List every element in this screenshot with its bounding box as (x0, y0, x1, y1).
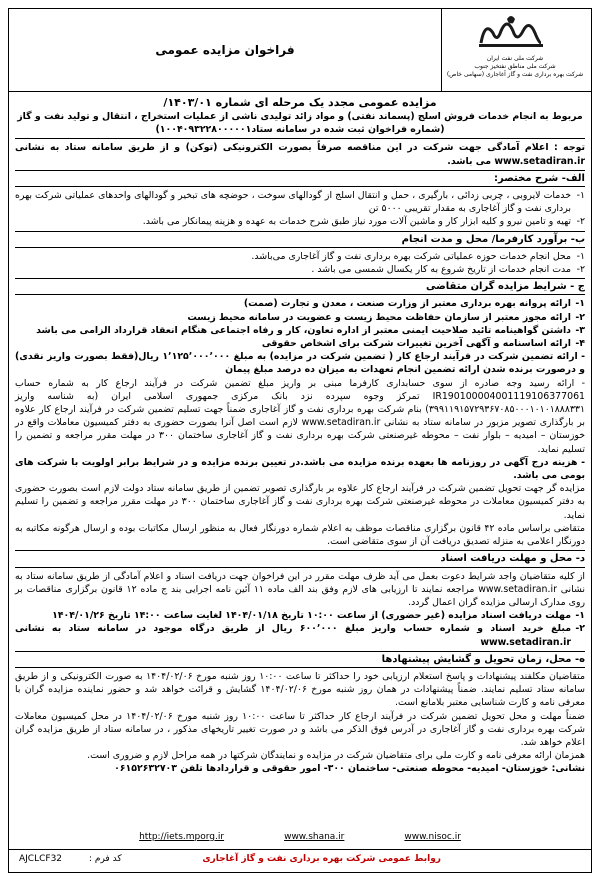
introduction-letter-text: همزمان ارائه معرفی نامه و کارت ملی برای متقاضیان شرکت در مزایده و نمایندگان شرکتها در همه مراحل لازم و ضروری است. (87, 750, 585, 762)
page-title: فراخوان مزایده عمومی (155, 43, 295, 57)
nioc-logo-icon (471, 13, 551, 53)
documents-text: از کلیه متقاضیان واجد شرایط دعوت بعمل می آید ظرف مهلت مقرر در این فراخوان جهت دریافت اسناد و اعلام آمادگی از طریق سامانه ستاد به نشانی www.setadiran.ir مراجعه نمایند تا ارزیابی های لازم وفق بند الف ماده ۱۱ آئین نامه اجرایی بند ج ماده ۱۲ قانون برگزاری مناقصات بر روی مدارک ارسالی مزایده گران اعمال گردد. (15, 570, 585, 608)
tender-number: مزایده عمومی مجدد یک مرحله ای شماره ۱۴۰۳/۰۱/ (163, 96, 437, 109)
footer-link-nisoc[interactable]: www.nisoc.ir (404, 832, 461, 842)
submission-text: متقاضیان مکلفند پیشنهادات و پاسخ استعلام ارزیابی خود را حداکثر تا ساعت ۱۰:۰۰ روز شنبه مورخ ۱۴۰۴/۰۲/۰۶ به صورت الکترونیکی و از طریق سامانه ستاد تسلیم نمایند. ضمناً پیشنهادات در همان روز شنبه مورخ ۱۴۰۴/۰۲/۰۶ گشایش و قرائت خواهد شد و حضور نماینده مزایده گران با معرفی نامه و کارت شناسایی معتبر بلامانع است. (15, 670, 585, 709)
section-d-title: د- محل و مهلت دریافت اسناد (15, 550, 585, 567)
footer-link-iets[interactable]: http://iets.mporg.ir (139, 832, 225, 842)
form-code-label: کد فرم : (89, 854, 122, 864)
fax-text: متقاضی براساس ماده ۴۲ قانون برگزاری مناقصات موظف به اعلام شماره دورنگار فعال به منظور ارسال مکاتبات بوده و ارسال هرگونه مکاتبه به دورنگار اعلامی به منزله تصدیق دریافت آن از سوی متقاضی است. (15, 522, 586, 548)
tender-setad-number: (شماره فراخوان ثبت شده در سامانه ستاد۱۰۰۴۰۹۳۲۲۸۰۰۰۰۰۱) (155, 124, 445, 136)
list-item: ۱- محل انجام خدمات حوزه عملیاتی شرکت بهره برداری نفت و گاز آغاجاری می‌باشد. (251, 250, 585, 262)
list-item: ۱- ارائه پروانه بهره برداری معتبر از وزارت صنعت ، معدن و تجارت (صمت) (243, 298, 585, 310)
notice-text: توجه : اعلام آمادگی جهت شرکت در این مناقصه صرفاً بصورت الکترونیکی (توکن) و از طریق سامانه ستاد به نشانی www.setadiran.ir می باشد. (15, 142, 585, 167)
document-footer (9, 849, 591, 872)
address-text: نشانی: خوزستان- امیدیه- محوطه صنعتی- ساختمان ۳۰۰- امور حقوقی و قراردادها تلفن ۰۶۱۵۲۶۳۲۷۰۳ (114, 763, 585, 775)
list-item: ۱- خدمات لایروبی ، چربی زدائی ، بارگیری ، حمل و انتقال اسلج از گودالهای سوخت ، حوضچه های تبخیر و گودالهای واحدهای عملیاتی شرکت بهره برداری نفت و گاز آغاجاری به مقدار تقریبی ۵۰۰۰ تن (15, 190, 585, 215)
list-item: ۱- مهلت دریافت اسناد مزایده (غیر حضوری) از ساعت ۱۰:۰۰ تاریخ ۱۴۰۴/۰۱/۱۸ لغایت ساعت ۱۴:۰۰ تاریخ ۱۴۰۴/۰۱/۲۶ (52, 610, 585, 622)
notice-document (8, 8, 592, 873)
ad-cost-text: - هزینه درج آگهی در روزنامه ها بعهده برنده مزایده می باشد.در تعیین برنده مزایده و در شرایط برابر اولویت با شرکت های بومی می باشد. (15, 456, 585, 482)
section-b-title: ب- برآورد کارفرما/ محل و مدت انجام (15, 231, 585, 248)
section-c-title: ج - شرایط مزایده گران متقاضی (15, 278, 585, 295)
company-name: شرکت ملی نفت ایران شرکت ملی مناطق نفتخیز جنوب شرکت بهره برداری نفت و گاز آغاجاری (سهامی خاص) (446, 55, 584, 78)
list-item: ۲- مبلغ خرید اسناد و شماره حساب واریز مبلغ ۶۰۰٬۰۰۰ ریال از طریق درگاه موجود در سامانه ستاد به نشانی www.setadiran.ir (15, 623, 585, 648)
form-code: AJCLCF32 (19, 854, 63, 864)
footer-link-shana[interactable]: www.shana.ir (284, 832, 345, 842)
guarantee-text: - ارائه تضمین شرکت در فرآیند ارجاع کار ( تضمین شرکت در مزایده) به مبلغ ۱٬۱۲۵٬۰۰۰٬۰۰۰ ریال(فقط بصورت واریز نقدی) و درصورت برنده شدن ارائه تضمین انجام تعهدات به میزان ده درصد مبلغ پیمان (15, 351, 586, 376)
logo-cell (441, 9, 591, 91)
tender-subject: مربوط به انجام خدمات فروش اسلج (پسماند نفتی) و مواد زائد تولیدی ناشی از عملیات استخراج ، انتقال و تولید نفت و گاز (17, 111, 583, 122)
document-body (15, 95, 585, 832)
section-e-title: ه- محل، زمان تحویل و گشایش پیشنهادها (15, 651, 585, 668)
footer-links (9, 832, 591, 848)
document-header (9, 9, 591, 92)
list-item: ۴- ارائه اساسنامه و آگهی آخرین تغییرات شرکت برای اشخاص حقوقی (261, 338, 585, 350)
public-relations-text: روابط عمومی شرکت بهره برداری نفت و گاز آغاجاری (202, 854, 441, 864)
guarantee-delivery-text: مزایده گر جهت تحویل تضمین شرکت در فرآیند ارجاع کار علاوه بر بارگذاری تصویر تضمین از طریق سامانه ستاد دولت لازم است بصورت حضوری به دفتر کمیسیون معاملات در محوطه غیرصنعتی شرکت بهره برداری نفت و گاز آغاجاری ساختمان ۳۰۰ در مهلت مقرر مراجعه و تضمین را تسلیم نماید. (15, 483, 585, 521)
divider (15, 138, 585, 139)
list-item: ۲- تهیه و تامین نیرو و کلیه ابزار کار و ماشین آلات مورد نیاز طبق شرح خدمات به عهده و هزینه پیمانکار می باشد. (142, 216, 585, 228)
list-item: ۳- داشتن گواهینامه تائید صلاحیت ایمنی معتبر از اداره تعاون، کار و رفاه اجتماعی هنگام انعقاد قرارداد الزامی می باشد (36, 324, 585, 336)
guarantee-deadline-text: ضمناً مهلت و محل تحویل تضمین شرکت در فرآیند ارجاع کار حداکثر تا ساعت ۱۰:۰۰ روز شنبه مورخ ۱۴۰۴/۰۲/۰۶ در محل کمیسیون معاملات شرکت بهره برداری نفت و گاز آغاجاری در آدرس فوق الذکر می باشد و در صورت تغییر تاریخهای مذکور ، در سامانه ستاد از طریق مزایده گران اعلام خواهد شد. (15, 710, 585, 748)
list-item: ۲- مدت انجام خدمات از تاریخ شروع به کار یکسال شمسی می باشد . (311, 264, 585, 276)
section-a-title: الف- شرح مختصر: (15, 170, 585, 187)
list-item: ۲- ارائه مجوز معتبر از سازمان حفاظت محیط زیست و عضویت در سامانه محیط زیست (187, 311, 585, 323)
deposit-text: - ارائه رسید وجه صادره از سوی حسابداری کارفرما مبنی بر واریز مبلغ تضمین شرکت در فرآیند ارجاع کار به شماره حساب IR190100004001119106377061 تمرکز وجوه سپرده نزد بانک مرکزی جمهوری اسلامی ایران (به شناسه واریز ۳۹۹۱۱۹۱۵۷۲۹۳۶۷۰۸۵۰۰۰۱۰۱۰۱۸۸۸۳۳۱) بنام شرکت بهره برداری نفت و گاز آغاجاری ضمناً جهت تسلیم تضمین شرکت در فرآیند ارجاع کار علاوه بر بارگذاری تصویر مزبور در سامانه ستاد به نشانی www.setadiran.ir لازم است اصل آنرا بصورت حضوری به دفتر کمیسیون معاملات واقع در خوزستان – امیدیه – بلوار نفت – محوطه غیرصنعتی شرکت بهره برداری نفت و گاز آغاجاری ساختمان ۳۰۰ در مهلت مقرر مراجعه و تضمین را تسلیم نماید. (15, 377, 585, 455)
